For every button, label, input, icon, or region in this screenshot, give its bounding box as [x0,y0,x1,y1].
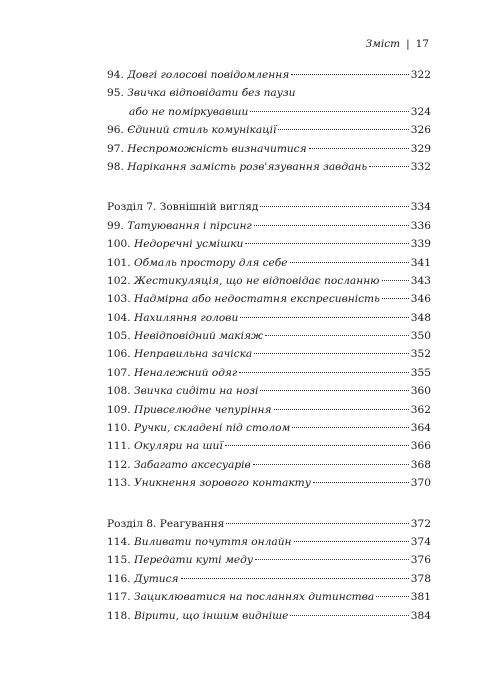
entry-number: 99. [107,219,124,232]
entry-page: 324 [410,105,431,118]
toc-entry [107,474,431,492]
dot-leader [265,335,409,336]
entry-number: 97. [107,142,124,155]
entry-title: Звичка сидіти на нозі [133,385,259,398]
entry-page: 348 [410,311,431,324]
toc-entry [107,272,431,290]
entry-number: 118. [107,609,131,622]
spacer [107,493,431,515]
entry-title: Обмаль простору для себе [133,256,288,269]
toc-entry [107,401,431,419]
entry-title: Невідповідний макіяж [133,330,264,343]
entry-title: Єдиний стиль комунікації [127,124,277,137]
entry-page: 343 [410,274,431,287]
entry-page: 364 [410,422,431,435]
entry-title: Нахиляння голови [133,311,239,324]
dot-leader [250,111,408,112]
toc-entry [107,66,431,84]
dot-leader [309,148,409,149]
dot-leader [260,206,408,207]
dot-leader [274,409,409,410]
entry-number: 103. [107,293,131,306]
entry-page: 366 [410,440,431,453]
entry-title: Жестикуляція, що не відповідає посланню [133,274,380,287]
entry-number: 109. [107,403,131,416]
entry-page: 322 [410,69,431,81]
entry-number: 112. [107,458,131,471]
dot-leader [278,129,408,130]
dot-leader [382,280,409,281]
entry-title: Недоречні усмішки [133,238,244,251]
entry-title: Ручки, складені під столом [133,422,291,435]
entry-title: Окуляри на шиї [133,440,223,453]
toc-entry [107,570,431,588]
toc-entry [107,345,431,363]
dot-leader [254,225,409,226]
entry-page: 341 [410,256,431,269]
entry-title: Дутися [133,572,179,585]
entry-title: Передати куті меду [133,554,253,567]
dot-leader [260,390,408,391]
entry-page: 370 [410,477,431,490]
entry-page: 352 [410,348,431,361]
section-page: 334 [410,201,431,214]
dot-leader [253,464,409,465]
dot-leader [254,353,409,354]
entry-number: 115. [107,554,131,567]
dot-leader [376,596,409,597]
dot-leader [292,427,408,428]
entry-title: Неспроможність визначитися [127,142,307,155]
toc-section-heading [107,515,431,533]
toc-entry-continuation [107,103,431,121]
dot-leader [181,578,409,579]
dot-leader [290,615,408,616]
entry-page: 384 [410,609,431,622]
toc-entry [107,551,431,569]
entry-page: 332 [410,160,431,173]
entry-number: 104. [107,311,131,324]
entry-number: 95. [107,87,124,100]
entry-number: 105. [107,330,131,343]
toc-entry [107,217,431,235]
entry-title: Виливати почуття онлайн [133,535,292,548]
dot-leader [291,74,409,75]
entry-title: Забагато аксесуарів [133,458,251,471]
entry-title: Уникнення зорового контакту [133,477,311,490]
toc-entry [107,419,431,437]
entry-page: 326 [410,124,431,137]
entry-title: Неналежний одяг [133,366,238,379]
entry-title: Татуювання і пірсинг [127,219,252,232]
section-title: Розділ 8. Реагування [107,517,225,530]
entry-page: 374 [410,535,431,548]
entry-number: 116. [107,572,131,585]
section-page: 372 [410,517,431,530]
dot-leader [294,541,409,542]
entry-number: 98. [107,160,124,173]
entry-page: 362 [410,403,431,416]
entry-number: 96. [107,124,124,137]
entry-title-continuation: або не поміркувавши [129,105,249,118]
entry-page: 381 [410,591,431,604]
entry-page: 378 [410,572,431,585]
entry-page: 336 [410,219,431,232]
entry-title: Вірити, що іншим видніше [133,609,289,622]
dot-leader [245,243,408,244]
entry-number: 113. [107,477,131,490]
toc-entry [107,382,431,400]
entry-page: 360 [410,385,431,398]
dot-leader [369,166,409,167]
dot-leader [382,298,409,299]
entry-number: 107. [107,366,131,379]
entry-title: Неправильна зачіска [133,348,253,361]
entry-number: 108. [107,385,131,398]
header-title: Зміст [365,38,401,50]
dot-leader [240,317,409,318]
table-of-contents [107,66,431,625]
entry-title: Зациклюватися на посланнях дитинства [133,591,375,604]
dot-leader [290,262,409,263]
entry-number: 102. [107,274,131,287]
entry-page: 376 [410,554,431,567]
toc-entry [107,254,431,272]
toc-entry [107,588,431,606]
toc-entry [107,158,431,176]
entry-number: 94. [107,69,124,81]
dot-leader [313,482,409,483]
toc-entry [107,327,431,345]
entry-number: 110. [107,422,131,435]
toc-entry [107,607,431,625]
entry-page: 346 [410,293,431,306]
toc-entry [107,364,431,382]
entry-number: 117. [107,591,131,604]
entry-number: 111. [107,440,131,453]
entry-number: 100. [107,238,131,251]
entry-number: 114. [107,535,131,548]
entry-title: Довгі голосові повідомлення [127,69,290,81]
toc-section-heading [107,198,431,216]
spacer [107,176,431,198]
entry-page: 355 [410,366,431,379]
entry-title: Звичка відповідати без паузи [127,87,296,100]
entry-title: Привселюдне чепуріння [133,403,272,416]
entry-number: 101. [107,256,131,269]
section-title: Розділ 7. Зовнішній вигляд [107,201,259,214]
toc-entry [107,290,431,308]
dot-leader [239,372,408,373]
dot-leader [255,559,409,560]
toc-entry [107,456,431,474]
toc-entry [107,533,431,551]
toc-entry [107,140,431,158]
entry-title: Надмірна або недостатня експресивність [133,293,380,306]
dot-leader [225,445,409,446]
toc-entry [107,437,431,455]
entry-number: 106. [107,348,131,361]
dot-leader [226,523,408,524]
header-separator: | [406,38,410,50]
header-page-number: 17 [415,38,429,50]
toc-entry [107,235,431,253]
toc-entry [107,121,431,139]
running-header [366,38,429,50]
entry-title: Нарікання замість розв'язування завдань [127,160,368,173]
entry-page: 368 [410,458,431,471]
toc-entry [107,309,431,327]
toc-entry [107,84,431,102]
entry-page: 329 [410,142,431,155]
entry-page: 339 [410,238,431,251]
entry-page: 350 [410,330,431,343]
